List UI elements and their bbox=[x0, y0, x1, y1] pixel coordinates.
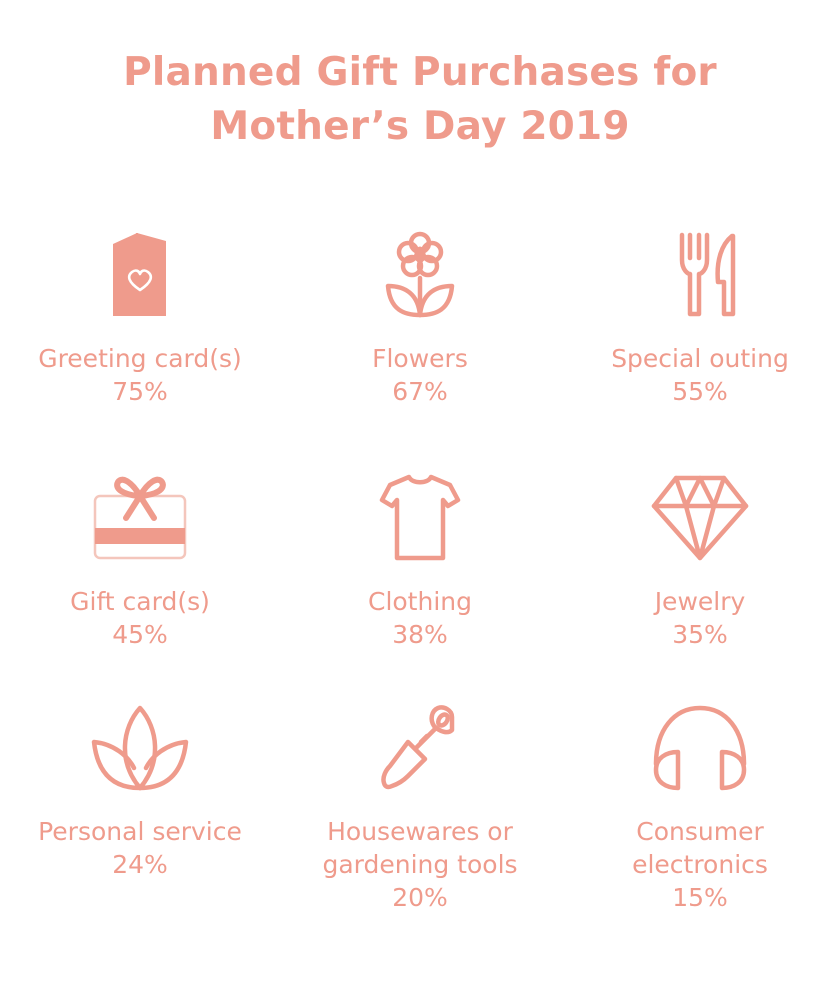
gift-item-name: Gift card(s) bbox=[70, 587, 210, 616]
gift-item-name: Consumer bbox=[636, 817, 764, 846]
gift-item-label bbox=[560, 342, 840, 408]
gift-item-label bbox=[0, 585, 280, 651]
gift-item-name: Flowers bbox=[372, 344, 468, 373]
gift-item-name: Clothing bbox=[367, 587, 472, 616]
gift-item-label bbox=[0, 815, 280, 881]
gift-item-percent: 45% bbox=[112, 620, 168, 649]
gift-item-percent: 20% bbox=[392, 883, 448, 912]
gift-item-personal-service bbox=[0, 702, 280, 922]
gift-item-name: Personal service bbox=[38, 817, 242, 846]
title-line-2: Mother’s Day 2019 bbox=[210, 104, 630, 149]
gift-item-greeting-card bbox=[0, 230, 280, 420]
gift-item-jewelry bbox=[560, 472, 840, 662]
chart-title bbox=[0, 46, 840, 154]
greeting-card-icon bbox=[80, 230, 200, 330]
gift-item-label bbox=[280, 815, 560, 914]
flower-icon bbox=[360, 230, 480, 330]
gift-item-name: Greeting card(s) bbox=[38, 344, 242, 373]
lotus-icon bbox=[80, 702, 200, 802]
gift-item-label bbox=[280, 585, 560, 651]
gift-item-percent: 38% bbox=[392, 620, 448, 649]
gift-item-name-line-2: gardening tools bbox=[322, 850, 518, 879]
tshirt-icon bbox=[360, 472, 480, 572]
headphones-icon bbox=[640, 702, 760, 802]
gift-item-name-line-2: electronics bbox=[632, 850, 768, 879]
gift-item-percent: 55% bbox=[672, 377, 728, 406]
gift-item-label bbox=[560, 815, 840, 914]
gift-item-special-outing bbox=[560, 230, 840, 420]
gift-item-name: Jewelry bbox=[654, 587, 746, 616]
title-line-1: Planned Gift Purchases for bbox=[123, 50, 717, 95]
gift-item-flowers bbox=[280, 230, 560, 420]
fork-knife-icon bbox=[640, 230, 760, 330]
shovel-icon bbox=[360, 702, 480, 802]
gift-item-label bbox=[280, 342, 560, 408]
diamond-icon bbox=[640, 472, 760, 572]
gift-item-housewares bbox=[280, 702, 560, 922]
gift-item-consumer-electronics bbox=[560, 702, 840, 922]
gift-item-percent: 35% bbox=[672, 620, 728, 649]
gift-item-label bbox=[560, 585, 840, 651]
gift-item-percent: 24% bbox=[112, 850, 168, 879]
gift-item-percent: 15% bbox=[672, 883, 728, 912]
gift-item-label bbox=[0, 342, 280, 408]
gift-card-icon bbox=[80, 472, 200, 572]
gift-item-percent: 67% bbox=[392, 377, 448, 406]
gift-item-name: Housewares or bbox=[327, 817, 513, 846]
gift-item-clothing bbox=[280, 472, 560, 662]
gift-item-name: Special outing bbox=[611, 344, 789, 373]
gift-item-percent: 75% bbox=[112, 377, 168, 406]
gift-item-gift-card bbox=[0, 472, 280, 662]
